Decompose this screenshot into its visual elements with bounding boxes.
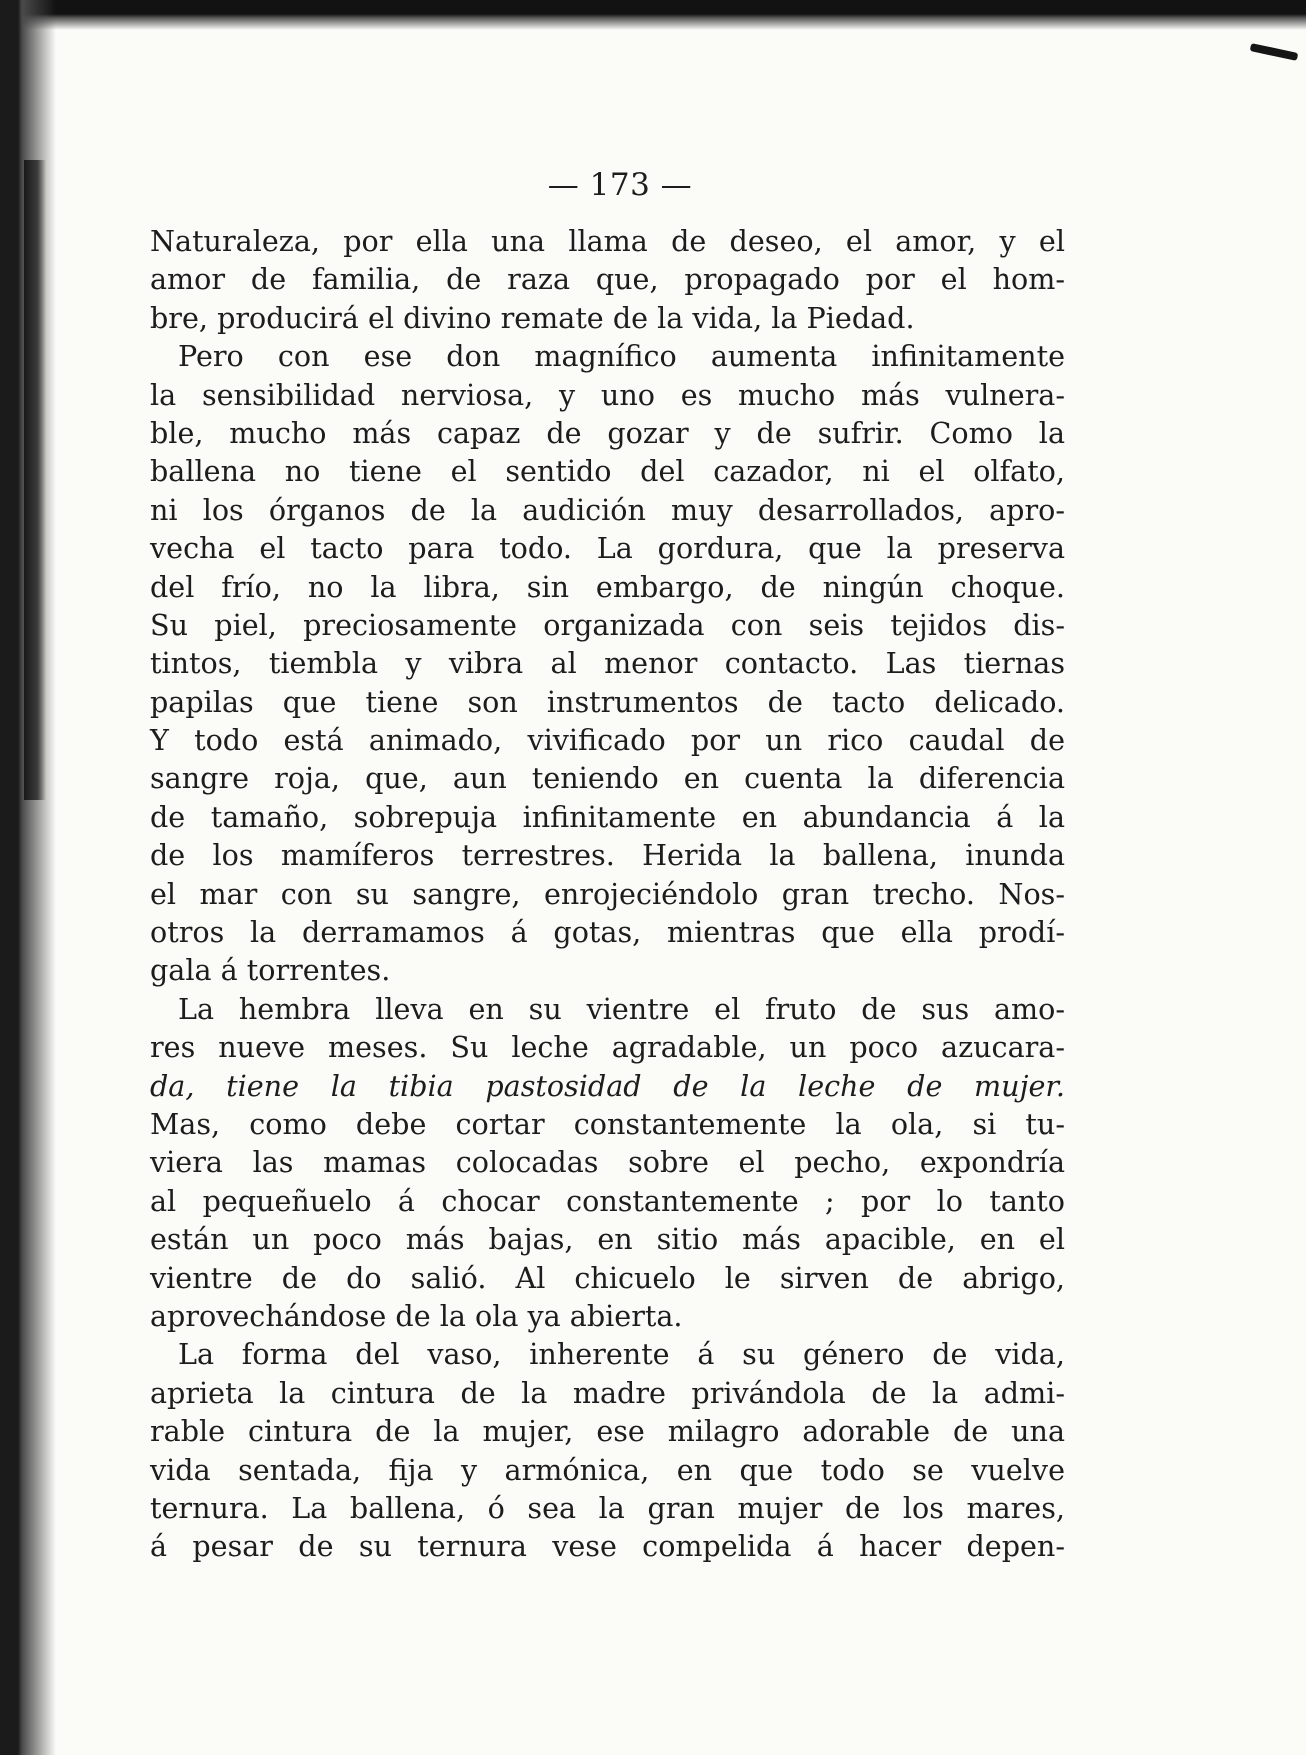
text-line: La hembra lleva en su vientre el fruto de sus amo- (178, 991, 1065, 1026)
text-line: del frío, no la libra, sin embargo, de ningún choque. (150, 569, 1065, 604)
text-line: Mas, como debe cortar constantemente la ola, si tu- (150, 1106, 1065, 1141)
page-number: — 173 — (547, 167, 693, 203)
text-line: la sensibilidad nerviosa, y uno es mucho más vulnera- (150, 377, 1065, 412)
text-line: de los mamíferos terrestres. Herida la ballena, inunda (150, 838, 1065, 873)
text-line: de tamaño, sobrepuja infinitamente en abundancia á la (150, 799, 1065, 834)
text-line: da, tiene la tibia pastosidad de la leche de mujer. (150, 1068, 1065, 1103)
text-line: viera las mamas colocadas sobre el pecho, expondría (150, 1145, 1065, 1180)
text-line: sangre roja, que, aun teniendo en cuenta la diferencia (150, 761, 1065, 796)
scan-corner-mark (1250, 43, 1299, 61)
scan-binding-shadow (24, 160, 46, 800)
text-line: aprieta la cintura de la madre privándola de la admi- (150, 1375, 1065, 1410)
text-line: bre, producirá el divino remate de la vida, la Piedad. (150, 300, 915, 335)
text-line: La forma del vaso, inherente á su género de vida, (178, 1337, 1065, 1372)
text-line: Y todo está animado, vivificado por un rico caudal de (150, 723, 1065, 758)
text-line: tintos, tiembla y vibra al menor contacto. Las tiernas (150, 646, 1065, 681)
text-line: gala á torrentes. (150, 953, 391, 988)
text-line: amor de familia, de raza que, propagado por el hom- (150, 262, 1065, 297)
text-line: ternura. La ballena, ó sea la gran mujer de los mares, (150, 1490, 1065, 1525)
text-line: otros la derramamos á gotas, mientras que ella prodí- (150, 915, 1065, 950)
text-line: vecha el tacto para todo. La gordura, que la preserva (150, 531, 1065, 566)
text-line: están un poco más bajas, en sitio más apacible, en el (150, 1222, 1065, 1257)
text-block (150, 222, 1065, 1566)
text-line: Su piel, preciosamente organizada con seis tejidos dis- (150, 607, 1065, 642)
text-line: el mar con su sangre, enrojeciéndolo gran trecho. Nos- (150, 876, 1065, 911)
text-line: vientre de do salió. Al chicuelo le sirven de abrigo, (150, 1260, 1065, 1295)
text-line: rable cintura de la mujer, ese milagro adorable de una (150, 1414, 1065, 1449)
text-line: papilas que tiene son instrumentos de tacto delicado. (150, 684, 1065, 719)
text-line: ble, mucho más capaz de gozar y de sufrir. Como la (150, 415, 1065, 450)
text-line: aprovechándose de la ola ya abierta. (150, 1298, 683, 1333)
text-line: Pero con ese don magnífico aumenta infinitamente (178, 339, 1065, 374)
text-line: vida sentada, fija y armónica, en que todo se vuelve (150, 1452, 1065, 1487)
text-line: Naturaleza, por ella una llama de deseo, el amor, y el (150, 224, 1065, 258)
text-line: res nueve meses. Su leche agradable, un poco azucara- (150, 1030, 1065, 1065)
text-line: á pesar de su ternura vese compelida á hacer depen- (150, 1529, 1065, 1564)
text-line: ballena no tiene el sentido del cazador, ni el olfato, (150, 454, 1065, 489)
text-line: al pequeñuelo á chocar constantemente ; por lo tanto (150, 1183, 1065, 1218)
scan-top-edge (0, 0, 1306, 30)
text-line: ni los órganos de la audición muy desarrollados, apro- (150, 492, 1065, 527)
